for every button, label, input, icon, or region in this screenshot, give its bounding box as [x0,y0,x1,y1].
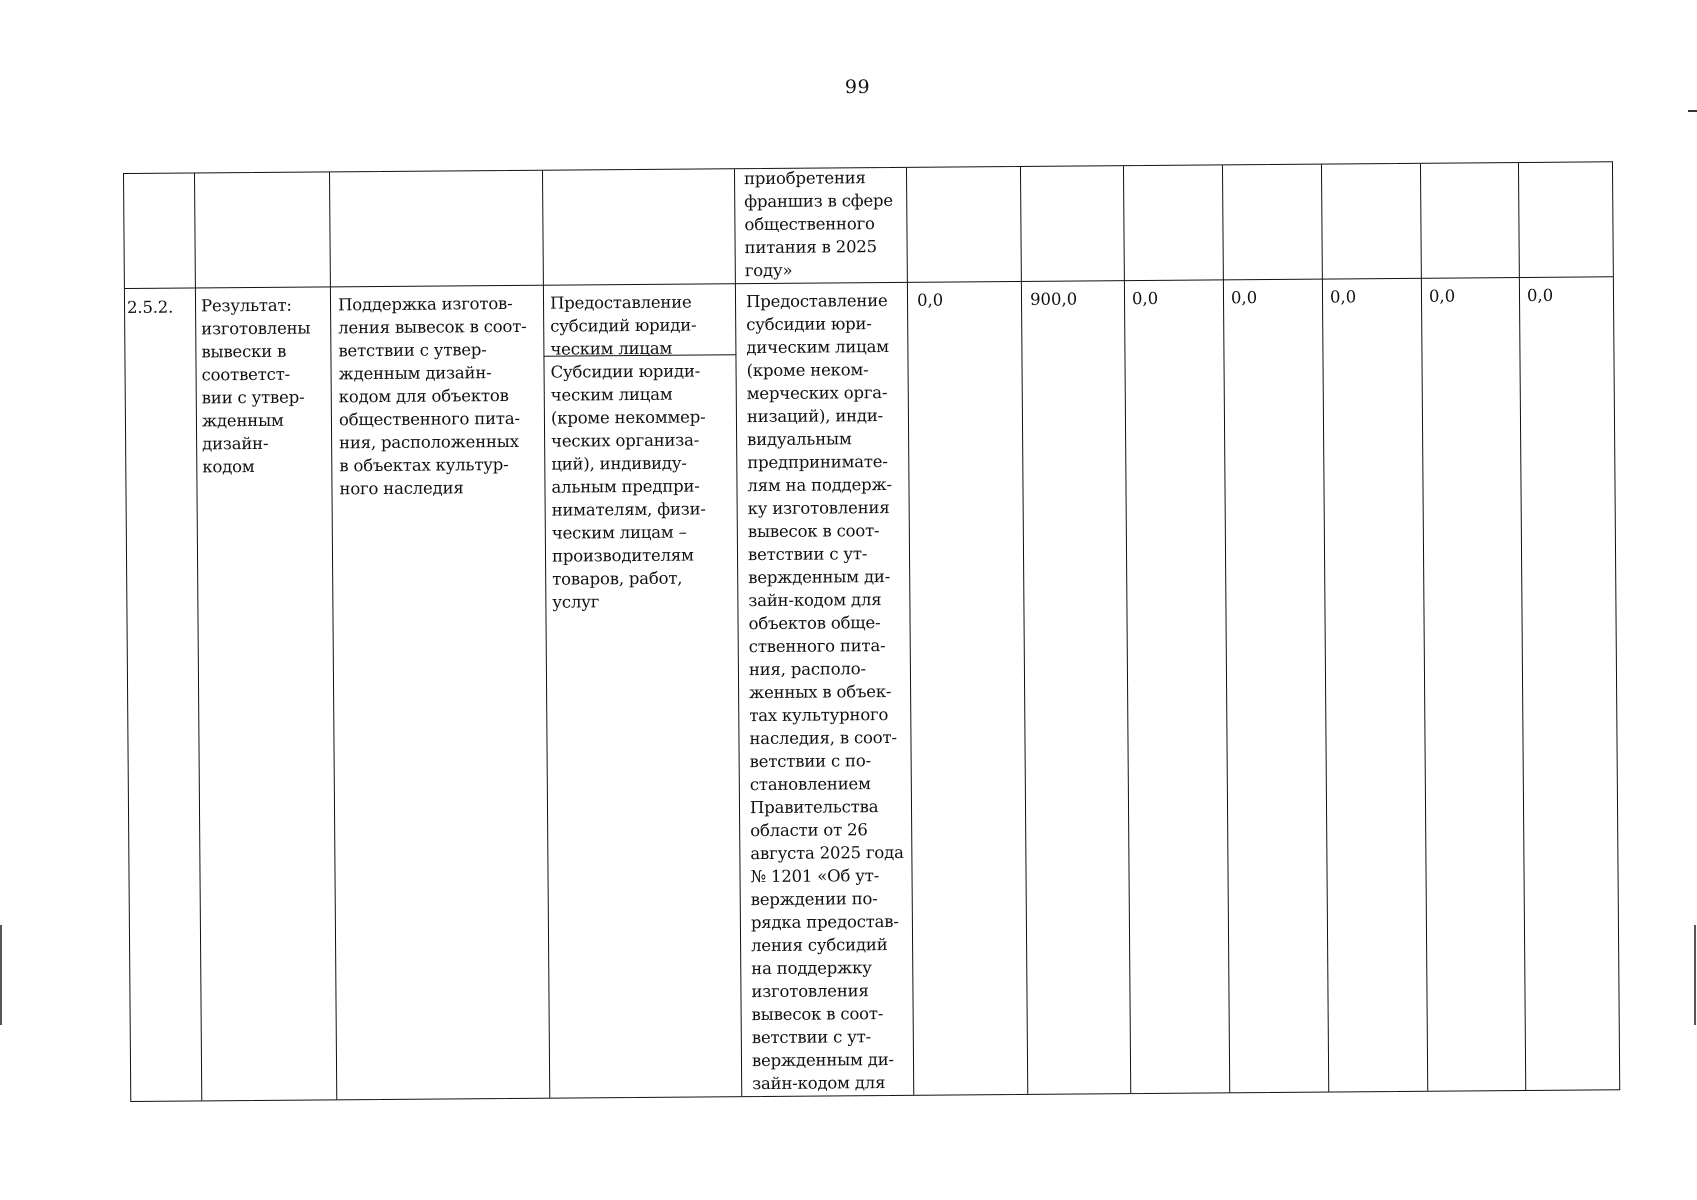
row-direction-top: Предоставление субсидий юриди- ческим лицам [549,292,697,359]
top-row-description: приобретения франшиз в сфере общественного питания в 2025 году» [743,168,894,281]
col-divider [1420,164,1428,1091]
col-divider [734,169,742,1096]
budget-table [123,161,1620,1102]
value-cell: 900,0 [1029,289,1078,309]
value-cell: 0,0 [1131,288,1159,309]
scan-mark-left [0,925,2,1025]
col-divider [906,168,914,1095]
col-divider [542,171,550,1098]
row-number: 2.5.2. [126,297,174,317]
value-cell: 0,0 [1428,286,1456,306]
value-cell: 0,0 [1526,285,1554,305]
col-divider [1020,167,1028,1094]
value-cell: 0,0 [916,290,944,310]
scan-mark-right-top [1688,110,1697,112]
row-direction-bottom: Субсидии юриди- ческим лицам (кроме некоммер- ческих организа- ций), индивиду- альным предпри- нимателям, физи- ческим лицам – производителям товаров, работ, услуг [550,361,706,612]
value-cell: 0,0 [1230,288,1258,308]
col-divider [329,172,337,1099]
row-measure: Поддержка изготов- ления вывесок в соот- ветствии с утвер- жденным дизайн- кодом для объектов общественного пита- ния, расположенных в объектах культур- ного наследия [337,293,527,499]
row-description: Предоставление субсидии юри- дическим лицам (кроме неком- мерческих орга- низаций), инди- видуальным предпринимате- лям на поддерж- ку изготовления вывесок в соот- ветствии с ут- вержденным ди- зайн-кодом для объектов обще- ственного пита- ния, располо- женных в объек- тах культурного наследия, в соот- ветствии с по- становлением Правительства области от 26 августа 2025 года № 1201 «Об ут- верждении по- рядка предостав- ления субсидий на поддержку изготовления вывесок в соот- ветствии с ут- вержденным ди- зайн-кодом для [745,290,904,1094]
col-divider [1123,166,1131,1093]
col-divider [1222,165,1230,1092]
value-cell: 0,0 [1329,287,1357,307]
page-number: 99 [844,76,871,98]
col-divider [1321,165,1329,1092]
scan-mark-right [1694,925,1696,1025]
col-divider [1518,163,1526,1090]
row-result: Результат: изготовлены вывески в соответст- вии с утвер- жденным дизайн- кодом [200,295,311,477]
